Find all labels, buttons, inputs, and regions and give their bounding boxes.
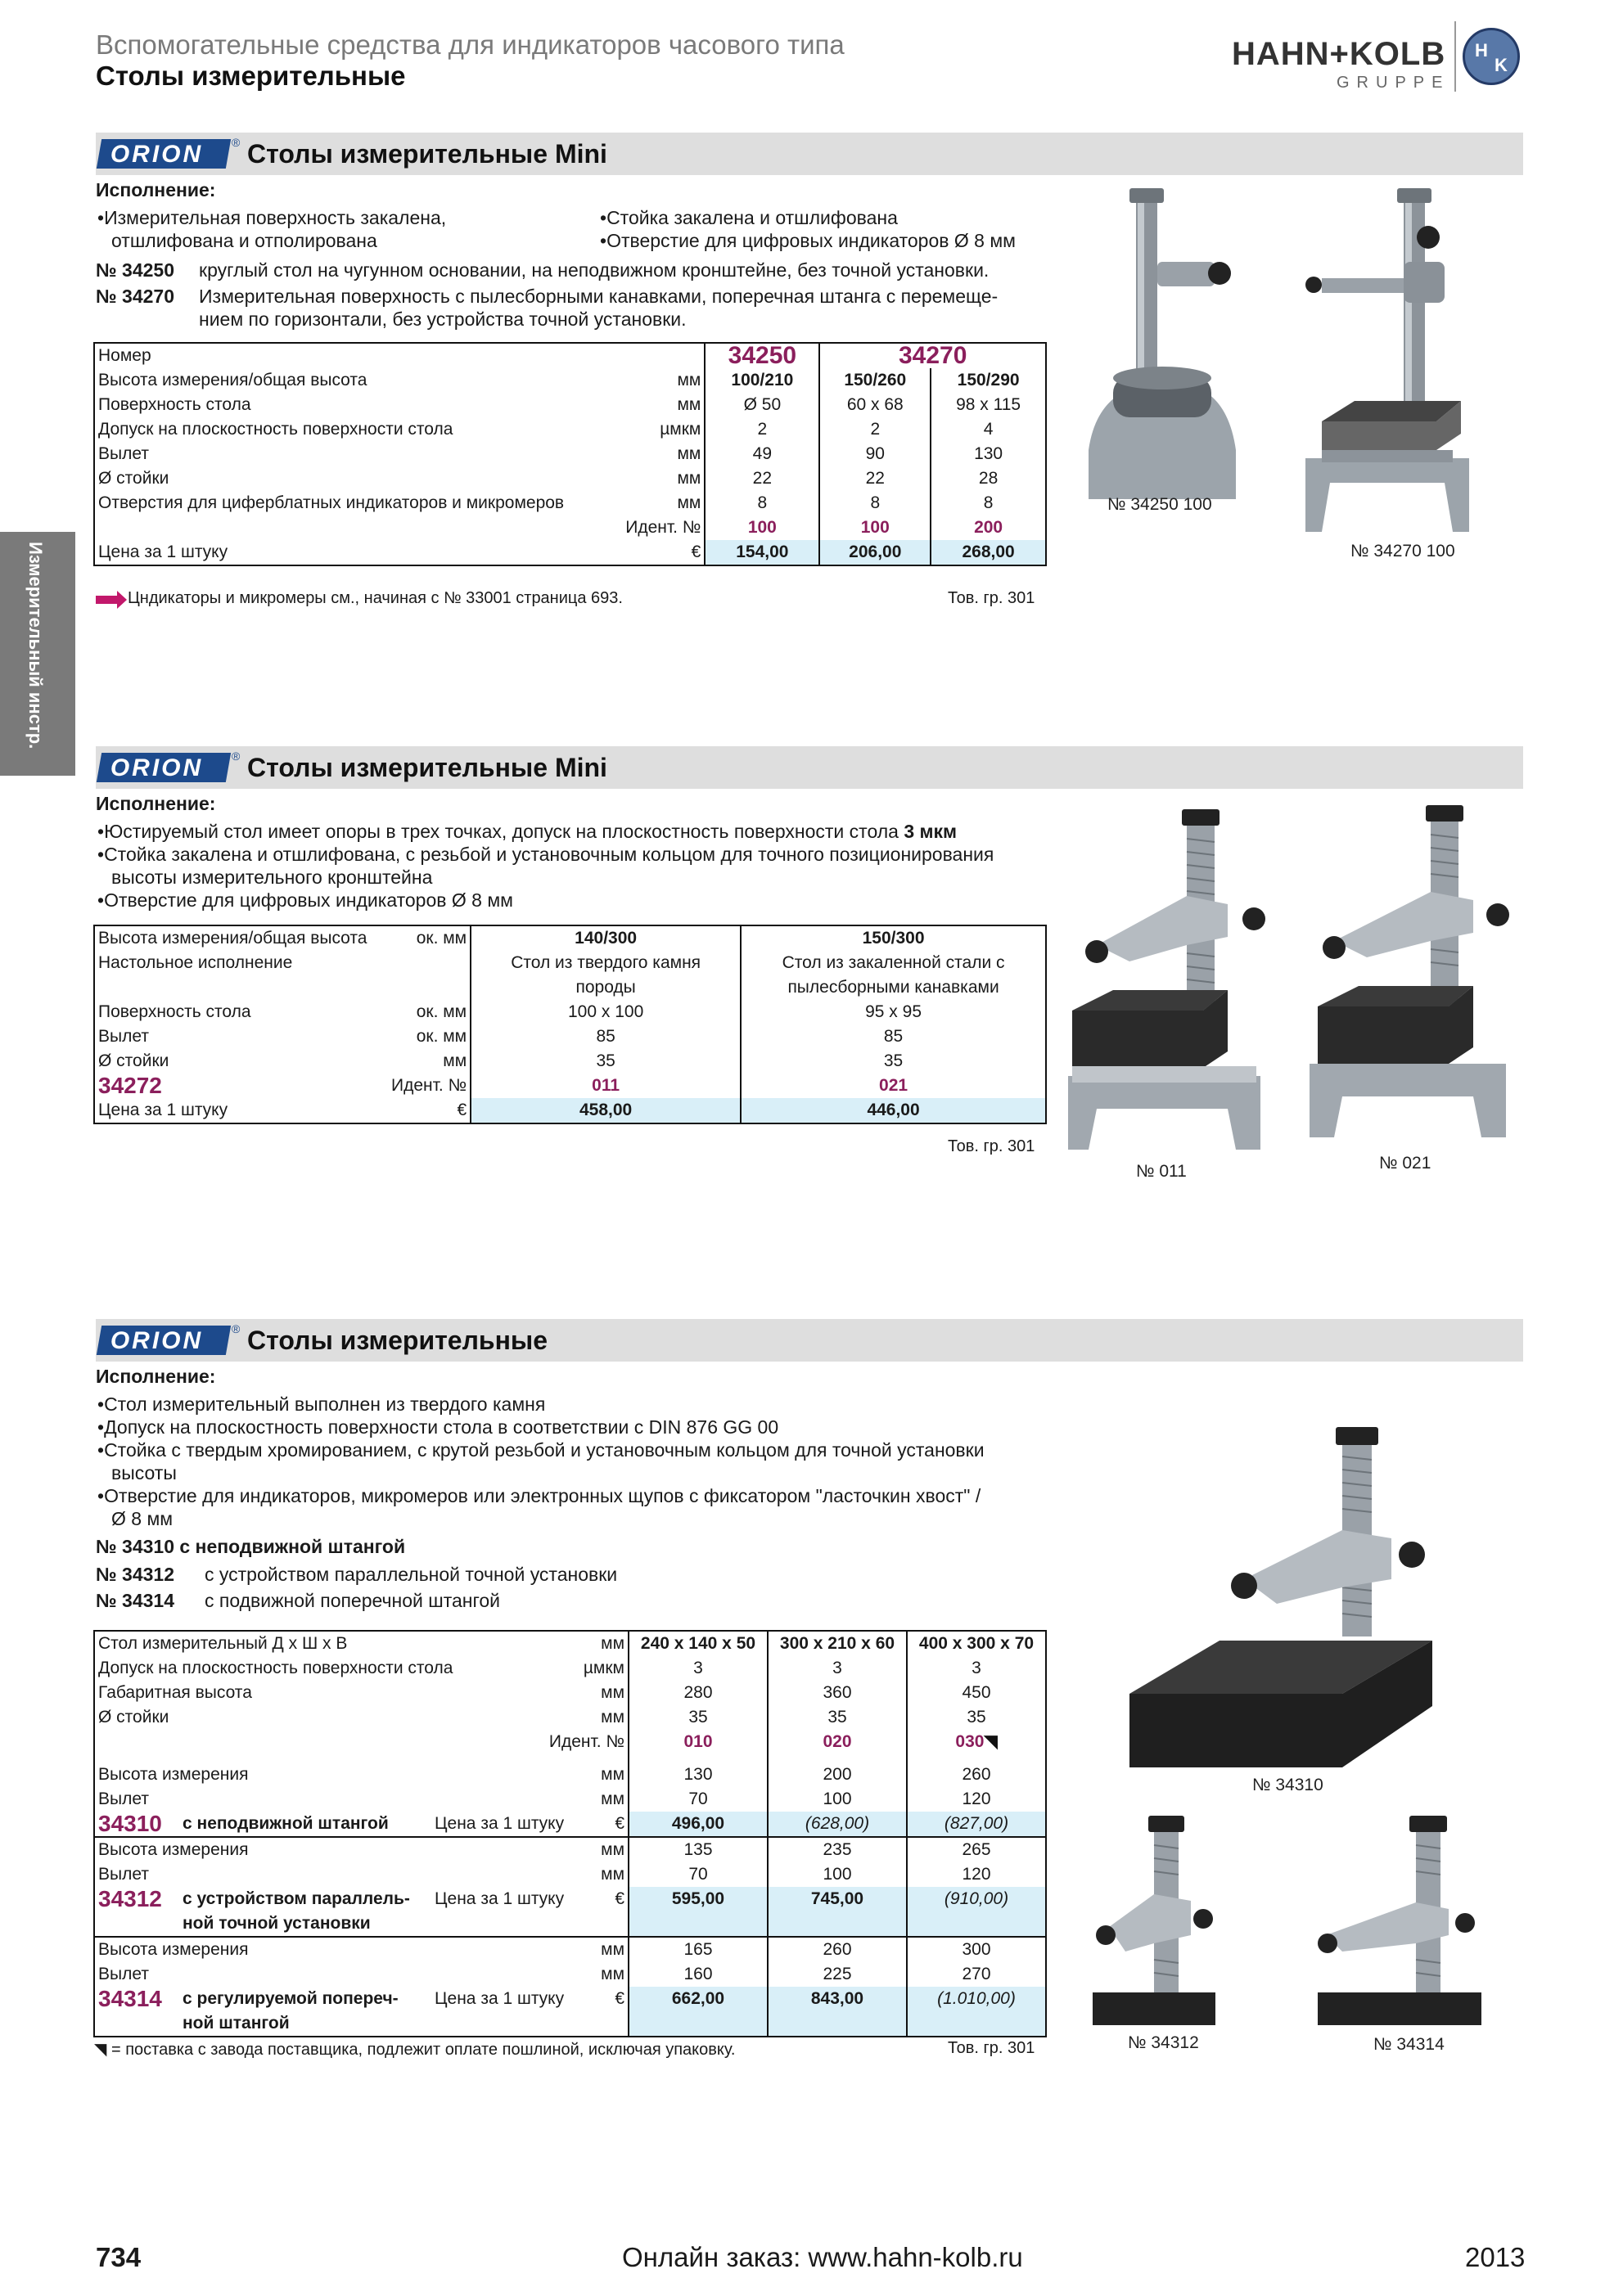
cell: 360 <box>768 1681 907 1705</box>
ident-label: Идент. № <box>391 1076 467 1095</box>
cell <box>94 2011 179 2037</box>
table-row <box>94 466 1046 491</box>
cell: Допуск на плоскостность поверхности стола <box>98 420 453 439</box>
table-row <box>94 1098 1046 1123</box>
catalog-year: 2013 <box>1465 2242 1526 2272</box>
cell: 8 <box>705 491 819 515</box>
s3-footnote-text: = поставка с завода поставщика, подлежит оплате пошлиной, исключая упаковку. <box>110 2041 736 2059</box>
price-cell: 268,00 <box>931 540 1046 565</box>
cell: мм <box>677 371 701 389</box>
table-row <box>94 1887 1046 1911</box>
cell: породы <box>471 975 741 1000</box>
cell: 95 x 95 <box>741 1000 1046 1024</box>
cell: 130 <box>629 1763 768 1787</box>
s3-bullet4: •Отверстие для индикаторов, микромеров или электронных щупов с фиксатором "ласточкин хвост" / <box>97 1485 981 1506</box>
cell: ок. мм <box>416 929 467 948</box>
logo-emblem-icon <box>1463 28 1520 85</box>
cell: мм <box>601 1790 624 1808</box>
table-row <box>94 417 1046 442</box>
cell: 85 <box>741 1024 1046 1049</box>
table-row <box>94 1911 1046 1937</box>
s1-b2: Стойка закалена и отшлифована <box>606 207 898 228</box>
cell: ок. мм <box>416 1002 467 1021</box>
ident-cell: 010 <box>629 1730 768 1754</box>
cell: Допуск на плоскостность поверхности стола <box>98 1659 453 1677</box>
table-row <box>94 1787 1046 1812</box>
logo-k: K <box>1495 55 1508 75</box>
cell: 2 <box>819 417 931 442</box>
s1-tov: Тов. гр. 301 <box>948 589 1035 607</box>
cell: 35 <box>741 1049 1046 1074</box>
cell <box>388 975 471 1000</box>
section3-title: Столы измерительные <box>247 1326 548 1355</box>
s3-b2: Допуск на плоскостность поверхности стола в соответствии с DIN 876 GG 00 <box>104 1416 779 1438</box>
s3-bullet3: •Стойка с твердым хромированием, с крутой резьбой и установочным кольцом для точной установки <box>97 1439 985 1461</box>
ident-value: 030 <box>955 1732 985 1751</box>
cell: 90 <box>819 442 931 466</box>
cell: 70 <box>629 1787 768 1812</box>
cell: 265 <box>907 1837 1046 1862</box>
ident-cell: 200 <box>931 515 1046 540</box>
table-row <box>94 1937 1046 1962</box>
cell: 300 x 210 x 60 <box>768 1631 907 1656</box>
cell: Ø стойки <box>98 1708 169 1727</box>
cell: Стол измерительный Д х Ш х В <box>98 1634 348 1653</box>
table-row <box>94 2011 1046 2037</box>
table-row <box>94 1987 1046 2011</box>
s3-bullet2: •Допуск на плоскостность поверхности стола в соответствии с DIN 876 GG 00 <box>97 1416 779 1438</box>
s2-b2b: высоты измерительного кронштейна <box>111 867 433 888</box>
cell: 150/260 <box>819 368 931 393</box>
cell: 140/300 <box>471 925 741 951</box>
cell: 160 <box>629 1962 768 1987</box>
cell: Высота измерения <box>94 1937 572 1962</box>
cell: 35 <box>768 1705 907 1730</box>
product-image-34314 <box>1318 1812 1481 2025</box>
s1-th-label: Номер <box>98 346 151 365</box>
price-cell: 458,00 <box>471 1098 741 1123</box>
cell: мм <box>443 1051 467 1070</box>
brand-reg: ® <box>232 1322 241 1335</box>
cell: мм <box>572 1837 629 1862</box>
table-row <box>94 343 1046 368</box>
price-cell: (910,00) <box>907 1887 1046 1911</box>
table-row <box>94 1730 1046 1754</box>
s3-b1: Стол измерительный выполнен из твердого камня <box>104 1393 546 1415</box>
cell: мм <box>601 1765 624 1784</box>
cell: 165 <box>629 1937 768 1962</box>
cell: мм <box>677 493 701 512</box>
table-row <box>94 1812 1046 1837</box>
cell: Вылет <box>98 1027 149 1046</box>
cell: Вылет <box>98 1965 149 1983</box>
cell: 100 <box>768 1787 907 1812</box>
cell <box>94 975 388 1000</box>
cell: 400 x 300 x 70 <box>907 1631 1046 1656</box>
cell: пылесборными канавками <box>741 975 1046 1000</box>
hahn-kolb-logo <box>1232 21 1526 95</box>
cell: Ø стойки <box>98 1051 169 1070</box>
cell: мм <box>601 1708 624 1727</box>
s1-ref-note: Цндикаторы и микромеры см., начиная с № 33001 страница 693. <box>128 589 623 607</box>
cell <box>768 1911 907 1937</box>
cell: 4 <box>931 417 1046 442</box>
s3-n2-num: № 34312 <box>96 1564 174 1585</box>
cell: 8 <box>931 491 1046 515</box>
cell: мм <box>677 469 701 488</box>
cell <box>907 2011 1046 2037</box>
variant-name: с регулируемой попереч- <box>183 1989 399 2008</box>
price-label: Цена за 1 штуку <box>98 542 228 561</box>
s3-n2-text: с устройством параллельной точной установки <box>205 1564 618 1585</box>
price-cell: 206,00 <box>819 540 931 565</box>
s3-n3-num: № 34314 <box>96 1590 174 1611</box>
cell: 3 <box>629 1656 768 1681</box>
cell: 135 <box>629 1837 768 1862</box>
s3-b4a: Отверстие для индикаторов, микромеров или электронных щупов с фиксатором "ласточкин хвост" / <box>104 1485 981 1506</box>
product-image-011 <box>1064 806 1269 1158</box>
table-row <box>94 1962 1046 1987</box>
orion-logo <box>97 1326 231 1355</box>
cell <box>907 1911 1046 1937</box>
cell: 3 <box>907 1656 1046 1681</box>
s1-exec-label: Исполнение: <box>96 179 216 200</box>
cell: мм <box>572 1937 629 1962</box>
table-row <box>94 491 1046 515</box>
online-order-link[interactable]: Онлайн заказ: www.hahn-kolb.ru <box>622 2242 1023 2272</box>
s1-n1-num: № 34250 <box>96 259 174 281</box>
product-image-34250 <box>1080 188 1244 507</box>
currency: € <box>615 1889 624 1908</box>
cell: 35 <box>629 1705 768 1730</box>
price-label: Цена за 1 штуку <box>435 1889 565 1908</box>
table-row <box>94 975 1046 1000</box>
brand-reg: ® <box>232 750 241 763</box>
cell: 130 <box>931 442 1046 466</box>
ident-cell: 020 <box>768 1730 907 1754</box>
product-image-34310 <box>1121 1424 1432 1767</box>
logo-text: HAHN+KOLB <box>1232 36 1446 72</box>
cell: Отверстия для циферблатных индикаторов и микромеров <box>98 493 565 512</box>
table-row <box>94 1631 1046 1656</box>
price-label: Цена за 1 штуку <box>435 1814 565 1833</box>
variant-name: с устройством параллель- <box>183 1889 410 1908</box>
currency: € <box>615 1989 624 2008</box>
s2-caption2: № 021 <box>1379 1154 1431 1173</box>
side-tab <box>0 532 75 776</box>
corner-mark-icon: ◥ <box>984 1732 998 1751</box>
cell: мм <box>601 1865 624 1884</box>
cell <box>768 1754 907 1763</box>
table-row <box>94 1074 1046 1098</box>
cell <box>388 951 471 975</box>
s1-caption2: № 34270 100 <box>1350 542 1455 560</box>
cell <box>629 1754 768 1763</box>
table-row <box>94 1049 1046 1074</box>
cell: 100 <box>768 1862 907 1887</box>
cell <box>94 1754 629 1763</box>
s1-n2-text-b: нием по горизонтали, без устройства точной установки. <box>199 308 687 330</box>
s2-b1: Юстируемый стол имеет опоры в трех точках, допуск на плоскостность поверхности стола <box>104 821 904 842</box>
ident-cell: 100 <box>819 515 931 540</box>
price-cell: 745,00 <box>768 1887 907 1911</box>
cell <box>629 2011 768 2037</box>
cell: 120 <box>907 1787 1046 1812</box>
table-row <box>94 1862 1046 1887</box>
s1-bullet1: •Измерительная поверхность закалена, <box>97 207 447 228</box>
cell: 8 <box>819 491 931 515</box>
price-cell: (827,00) <box>907 1812 1046 1837</box>
cell: 100/210 <box>705 368 819 393</box>
s2-bullet1: •Юстируемый стол имеет опоры в трех точках, допуск на плоскостность поверхности стола 3 мкм <box>97 821 958 842</box>
brand-name: ORION <box>110 1327 204 1354</box>
cell: 35 <box>907 1705 1046 1730</box>
s2-spec-table <box>93 925 1047 1124</box>
s3-footnote <box>94 2039 735 2060</box>
cell: Поверхность стола <box>98 1002 251 1021</box>
cell: µмкм <box>660 420 701 439</box>
s1-n2-text-a: Измерительная поверхность с пылесборными канавками, поперечная штанга с перемеще- <box>199 286 999 307</box>
cell: 270 <box>907 1962 1046 1987</box>
s2-caption1: № 011 <box>1136 1162 1187 1181</box>
section2-header <box>96 746 1523 789</box>
cell: Габаритная высота <box>98 1683 252 1702</box>
cell: 235 <box>768 1837 907 1862</box>
article-number: 34312 <box>98 1886 162 1911</box>
cell: Настольное исполнение <box>98 953 293 972</box>
s3-b4b: Ø 8 мм <box>111 1508 174 1529</box>
table-row <box>94 393 1046 417</box>
currency: € <box>457 1101 467 1119</box>
currency: € <box>691 542 701 561</box>
s1-th-col1: 34250 <box>705 343 819 368</box>
orion-logo <box>97 753 231 782</box>
s2-b1-bold: 3 мкм <box>904 821 958 842</box>
variant-name-cont: ной точной установки <box>183 1914 371 1933</box>
s3-b3a: Стойка с твердым хромированием, с крутой резьбой и установочным кольцом для точной установки <box>104 1439 985 1461</box>
cell: 22 <box>819 466 931 491</box>
cell: мм <box>677 444 701 463</box>
logo-divider <box>1454 21 1456 92</box>
cell: 100 x 100 <box>471 1000 741 1024</box>
table-row <box>94 540 1046 565</box>
s1-bullet2: •Стойка закалена и отшлифована <box>600 207 898 228</box>
cell: 260 <box>907 1763 1046 1787</box>
cell: 2 <box>705 417 819 442</box>
cell <box>629 1911 768 1937</box>
cell: 120 <box>907 1862 1046 1887</box>
price-cell: 595,00 <box>629 1887 768 1911</box>
table-spacer <box>94 1754 1046 1763</box>
variant-name: с неподвижной штангой <box>183 1814 389 1833</box>
cell: Вылет <box>98 1790 149 1808</box>
logo-h: H <box>1475 40 1488 61</box>
article-number: 34314 <box>98 1986 162 2011</box>
variant-name-cont: ной штангой <box>183 2014 290 2033</box>
s1-n2-num: № 34270 <box>96 286 174 307</box>
s1-b1a: Измерительная поверхность закалена, <box>104 207 447 228</box>
cell: 98 x 115 <box>931 393 1046 417</box>
cell: 225 <box>768 1962 907 1987</box>
s1-th-col2: 34270 <box>819 343 1046 368</box>
cell: Стол из закаленной стали с <box>741 951 1046 975</box>
page-number: 734 <box>96 2242 142 2272</box>
s3-tov: Тов. гр. 301 <box>948 2039 1035 2057</box>
cell: 450 <box>907 1681 1046 1705</box>
cell <box>94 1911 179 1937</box>
cell: 85 <box>471 1024 741 1049</box>
cell: Высота измерения <box>94 1837 572 1862</box>
s3-n3-text: с подвижной поперечной штангой <box>205 1590 501 1611</box>
cell: Ø 50 <box>705 393 819 417</box>
ident-cell: 100 <box>705 515 819 540</box>
s3-exec-label: Исполнение: <box>96 1366 216 1387</box>
cell: 60 x 68 <box>819 393 931 417</box>
s2-bullet2: •Стойка закалена и отшлифована, с резьбой и установочным кольцом для точного позиционирования <box>97 844 994 865</box>
corner-mark-icon: ◥ <box>94 2041 107 2059</box>
cell: 28 <box>931 466 1046 491</box>
s1-b3: Отверстие для цифровых индикаторов Ø 8 мм <box>606 230 1016 251</box>
cell: мм <box>677 395 701 414</box>
cell <box>431 1911 629 1937</box>
cell <box>431 2011 629 2037</box>
table-row <box>94 1656 1046 1681</box>
cell: Стол из твердого камня <box>471 951 741 975</box>
cell: 280 <box>629 1681 768 1705</box>
table-row <box>94 1705 1046 1730</box>
section1-header <box>96 133 1523 175</box>
ident-label: Идент. № <box>625 518 701 537</box>
table-row <box>94 1024 1046 1049</box>
table-row <box>94 925 1046 951</box>
price-cell: 154,00 <box>705 540 819 565</box>
s2-exec-label: Исполнение: <box>96 793 216 814</box>
cell: 70 <box>629 1862 768 1887</box>
table-row <box>94 1681 1046 1705</box>
s3-caption1: № 34310 <box>1252 1776 1323 1794</box>
section2-title: Столы измерительные Mini <box>247 753 607 782</box>
brand-name: ORION <box>110 141 204 168</box>
cell: Ø стойки <box>98 469 169 488</box>
cell: Вылет <box>98 1865 149 1884</box>
arrow-icon <box>94 591 128 609</box>
price-cell: (628,00) <box>768 1812 907 1837</box>
cell: мм <box>601 1965 624 1983</box>
price-label: Цена за 1 штуку <box>98 1101 228 1119</box>
price-cell: 496,00 <box>629 1812 768 1837</box>
ident-cell-factory <box>907 1730 1046 1754</box>
cell: 35 <box>471 1049 741 1074</box>
cell: 260 <box>768 1937 907 1962</box>
cell: Высота измерения/общая высота <box>98 371 367 389</box>
cell: Вылет <box>98 444 149 463</box>
currency: € <box>615 1814 624 1833</box>
section1-title: Столы измерительные Mini <box>247 139 607 169</box>
table-row <box>94 1000 1046 1024</box>
product-image-021 <box>1301 802 1514 1146</box>
price-cell: 446,00 <box>741 1098 1046 1123</box>
s1-caption1: № 34250 100 <box>1107 495 1212 514</box>
cell <box>768 2011 907 2037</box>
cell: Высота измерения/общая высота <box>98 929 367 948</box>
brand-name: ORION <box>110 754 204 781</box>
price-cell: (1.010,00) <box>907 1987 1046 2011</box>
cell: Поверхность стола <box>98 395 251 414</box>
table-row <box>94 442 1046 466</box>
ident-cell: 011 <box>471 1074 741 1098</box>
product-image-34270 <box>1305 188 1469 532</box>
s3-spec-table <box>93 1630 1047 2037</box>
price-label: Цена за 1 штуку <box>435 1989 565 2008</box>
ident-cell: 021 <box>741 1074 1046 1098</box>
cell <box>907 1754 1046 1763</box>
s2-bullet3: •Отверстие для цифровых индикаторов Ø 8 мм <box>97 889 513 911</box>
section3-header <box>96 1319 1523 1362</box>
ident-label: Идент. № <box>548 1732 624 1751</box>
table-row <box>94 368 1046 393</box>
s3-caption2: № 34312 <box>1128 2033 1199 2052</box>
table-row <box>94 1763 1046 1787</box>
s1-spec-table <box>93 342 1047 566</box>
price-cell: 662,00 <box>629 1987 768 2011</box>
brand-reg: ® <box>232 136 241 149</box>
side-tab-label: Измерительный инстр. <box>25 542 46 750</box>
s1-n1-text: круглый стол на чугунном основании, на неподвижном кронштейне, без точной установки. <box>199 259 990 281</box>
logo-subtext: GRUPPE <box>1337 74 1450 92</box>
s2-b2a: Стойка закалена и отшлифована, с резьбой и установочным кольцом для точного позиционирования <box>104 844 994 865</box>
s1-b1b: отшлифована и отполирована <box>111 230 377 251</box>
s2-b3: Отверстие для цифровых индикаторов Ø 8 мм <box>104 889 513 911</box>
cell: 240 x 140 x 50 <box>629 1631 768 1656</box>
s1-bullet3: •Отверстие для цифровых индикаторов Ø 8 мм <box>600 230 1016 251</box>
s3-bullet1: •Стол измерительный выполнен из твердого камня <box>97 1393 546 1415</box>
cell: мм <box>601 1683 624 1702</box>
article-number: 34272 <box>98 1073 162 1098</box>
orion-logo <box>97 139 231 169</box>
s3-n1: № 34310 с неподвижной штангой <box>96 1536 406 1557</box>
cell: 200 <box>768 1763 907 1787</box>
cell: 300 <box>907 1937 1046 1962</box>
s3-b3b: высоты <box>111 1462 177 1483</box>
cell: µмкм <box>583 1659 624 1677</box>
s3-caption3: № 34314 <box>1373 2035 1445 2054</box>
table-row <box>94 1837 1046 1862</box>
cell: 150/290 <box>931 368 1046 393</box>
cell: ок. мм <box>416 1027 467 1046</box>
cell: 3 <box>768 1656 907 1681</box>
header-category: Вспомогательные средства для индикаторов часового типа <box>96 29 845 60</box>
cell: 49 <box>705 442 819 466</box>
table-row <box>94 515 1046 540</box>
price-cell: 843,00 <box>768 1987 907 2011</box>
article-number: 34310 <box>98 1811 162 1836</box>
s2-tov: Тов. гр. 301 <box>948 1137 1035 1155</box>
cell: Высота измерения <box>98 1765 249 1784</box>
cell: 150/300 <box>741 925 1046 951</box>
product-image-34312 <box>1093 1812 1215 2025</box>
table-row <box>94 951 1046 975</box>
page-title: Столы измерительные <box>96 61 406 91</box>
cell: 22 <box>705 466 819 491</box>
cell: мм <box>601 1634 624 1653</box>
